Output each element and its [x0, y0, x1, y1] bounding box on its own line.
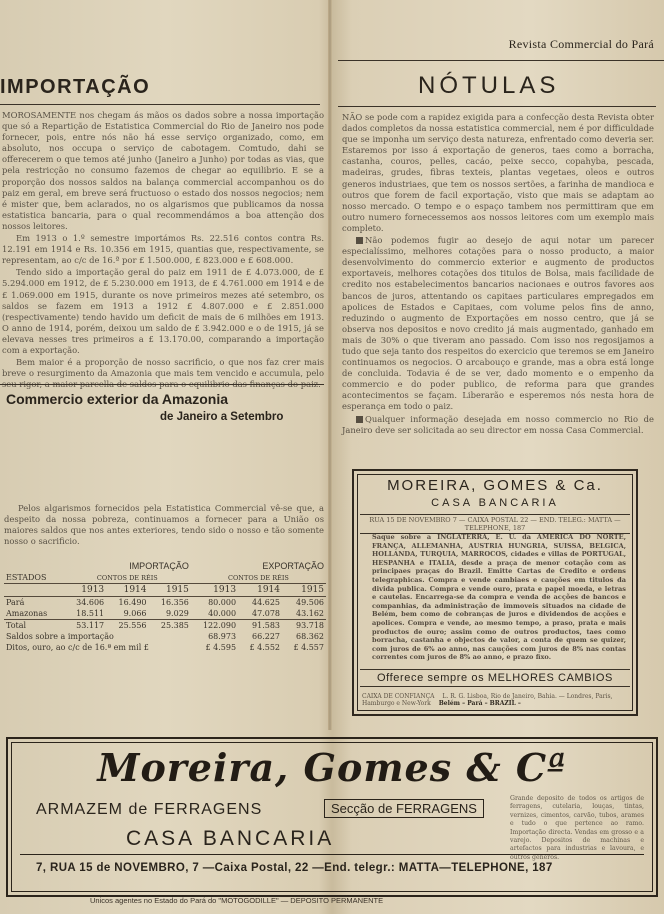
page-fold [328, 0, 332, 730]
table-cell: 9.066 [123, 609, 147, 618]
ad-body: Saque sobre a INGLATERRA, E. U. da AMERICA DO NORTE, FRANÇA, ALLEMANHA, AUSTRIA HUNGRIA, SUISSA, BELGICA, HOLLANDA, TURQUIA, MARROCOS, cidades e villas de PORTUGAL, HESPANHA e ITALIA, desde a praça de menor cotação com as principaes praças do Brazil. Emitte Cartas de Credito e ordens telegraphicas. Compra e vende cambiaes e cauções em titulos da divida publica. Compra e vende ouro, prata e papel moeda, e letras e cautelas. Encarrega-se da compra e venda de acções de bancos e companhias, da administração de immoveis situados na cidade de Belém, bem como de cobranças de juros e dividendos de acções e apolices. Compra e vende, ao mesmo tempo, a praso, prata e mais productos de ouro; assim como de outros productos, taes como borracha, castanha e objectos de valor, a conta de quem se quizer, com juros de 6% ao anno, nas cauções com juros de 8% nas contas correntes com juros de 8% ao anno, e prazo fixo. [372, 533, 626, 662]
table-cell: 43.162 [296, 609, 324, 618]
table-row [4, 597, 326, 609]
ad-casa-bancaria: CASA BANCARIA [126, 827, 335, 850]
notulas-paragraph-text: Qualquer informação desejada em nosso commercio no Rio de Janeiro deve ser solicitada ao seu director em nossa Casa Commercial. [342, 413, 654, 435]
trade-table [4, 560, 326, 653]
table-cell: £ 4.552 [249, 643, 281, 652]
table-cell: 68.973 [208, 632, 237, 641]
moreira-bank-ad [352, 469, 638, 716]
importacao-title: IMPORTAÇÃO [0, 76, 151, 98]
notulas-paragraph-text: Não podemos fugir ao desejo de aqui notar um parecer especialíssimo, melhores cotações para o nosso producto, a maior desenvolvimento do commercio exterior e augmento de productos exportaveis, melhores cotações dos titulos de Bolsa, mais facilidade de credito nos estabelecimentos bancarios nacionaes e outros favores aos bancos de juros, attentando os capitaes particulares empregados em apolices de Estados e Capitaes, com volume pelos fins de anno, reduzindo o augmento de Exportações em nosso centro, que já se observa nos depositos e novo credito já mais augmentado, ganhado em mais de 30% o que tiveram ano passado. Com isso nos regosijamos a tudo que seja tanto dos respeitos do exercicio que teremos se em Janeiro continuamos os negocios. O arcabouço e grande, mas a obra está longe de concluida. Todavia é de se ver, dado momento e o empenho da commercio e do poder publico, de reforma para que grandes acontecimentos se façam. Liberarão e esperemos nós nesta hora de esperança em todo o paiz. [342, 235, 654, 412]
table-cell: 25.556 [106, 620, 148, 632]
importacao-title-rule [0, 104, 320, 105]
running-head: Revista Commercial do Pará [508, 37, 654, 51]
table-cell: 91.583 [238, 620, 282, 632]
year-header: 1915 [282, 584, 326, 597]
table-cell: £ 4.557 [293, 643, 324, 652]
row-label: Total [4, 620, 64, 632]
row-label: Ditos, ouro, ao c/c de 16.ª em mil £ [6, 643, 149, 652]
export-group-header: EXPORTAÇÃO [262, 561, 324, 571]
ad-armazem: ARMAZEM de FERRAGENS [36, 801, 263, 818]
importacao-paragraph: MOROSAMENTE nos chegam ás mãos os dados sobre a nossa importação que só a Repartição de Estatistica Commercial do Rio de Janeiro nos pode fornecer, pois, entre nós não há esse serviço organizado, como, em absoluto, nos occupa o serviço de cabotagem. Comtudo, dahi se offerecerem o que temos até junho (Janeiro a Junho) por todas as vias, que pela restricção no consumo fazemos de chegar ao equilibrio. E se a proporção dos nossos saldos na balança commercial accompanhou os do paiz em geral, em breve será fructuoso o estado dos nossos negocios; nem é mister que, bem aclarados, no os algarismos que publicamos da nossa estatistica bancaria, para o qual recommendámos a boa attenção dos nossos leitores. [2, 110, 324, 231]
commercio-text [4, 503, 324, 548]
importacao-text [2, 110, 324, 391]
ad-title: MOREIRA, GOMES & Ca. [387, 477, 603, 494]
ad-slogan: Offerece sempre os MELHORES CAMBIOS [360, 669, 630, 687]
pointing-hand-icon [356, 237, 363, 244]
notulas-title: NÓTULAS [418, 72, 560, 99]
table-cell: 25.385 [149, 620, 191, 632]
importacao-paragraph: Bem maior é a proporção de nosso sacrificio, o que nos faz crer mais breve o resurgimento da Amazonia que mais tem vencido e accumula, pelo seu rigor, a maior parcella de saldos para o equilibrio das finanças do paiz. [2, 357, 324, 390]
commercio-subtitle: de Janeiro a Setembro [160, 411, 284, 423]
pointing-hand-icon [356, 416, 363, 423]
importacao-paragraph: Em 1913 o 1.º semestre importámos Rs. 22.516 contos contra Rs. 12.191 em 1914 e Rs. 10.356 em 1915, quantias que, respectivamente, se representam, ao c/c de 16.ª por £ 1.500.000, £ 823.000 e £ 608.000. [2, 233, 324, 266]
table-cell: 53.117 [64, 620, 106, 632]
year-header: 1913 [64, 584, 106, 597]
ad-footer-left: CAIXA DE CONFIANÇA [362, 693, 435, 700]
table-cell: 16.356 [160, 598, 189, 607]
table-cell: 93.718 [282, 620, 326, 632]
table-cell: 49.506 [296, 598, 324, 607]
table-cell: 34.606 [76, 598, 105, 607]
commercio-paragraph: Pelos algarismos fornecidos pela Estatistica Commercial vê-se que, a despeito da nossa pobreza, continuamos a fornecer para a União os maiores saldos que nos antes exteriores, tendo sido o nosso e tão somente nosso o sacrificio. [4, 503, 324, 547]
table-cell: £ 4.595 [205, 643, 237, 652]
table-cell: 66.227 [252, 632, 281, 641]
notulas-text [342, 112, 654, 437]
commercio-title: Commercio exterior da Amazonia [6, 391, 228, 407]
table-row [4, 642, 326, 653]
table-cell: 9.029 [165, 609, 189, 618]
table-cell: 44.625 [252, 598, 281, 607]
row-label: Saldos sobre a importação [6, 632, 114, 641]
importacao-paragraph: Tendo sido a importação geral do paiz em 1911 de £ 4.073.000, de £ 5.294.000 em 1912, de £ 5.230.000 em 1913, de £ 4.761.000 em 1914 e de £ 1.069.000 em 1915, durante os nove primeiros mezes até setembro, os saldos se fazem em 1913 a 1912 £ 4.807.000 e £ 2.851.000 (respectivamente) tendo havido um deficit de mais de 6 milhões em 1913. O anno de 1914, porém, deixou um saldo de £ 3.942.000 e o de 1915, já se elevava nesses tres primeiros a £ 13.170.00, comparando a importação com a exportação. [2, 267, 324, 355]
ad-seccao: Secção de FERRAGENS [324, 799, 484, 818]
table-cell: 68.362 [296, 632, 324, 641]
ad-footer [362, 693, 628, 707]
header-rule [338, 60, 664, 61]
commercio-top-rule [0, 384, 324, 385]
footer-line: Unicos agentes no Estado do Pará do "MOTOGODILLE" — DEPOSITO PERMANENTE [90, 896, 384, 905]
ad-rule [20, 854, 644, 855]
year-header: 1915 [149, 584, 191, 597]
ad-address: RUA 15 DE NOVEMBRO 7 — CAIXA POSTAL 22 — END. TELEG.: MATTA — TELEPHONE, 187 [360, 514, 630, 534]
row-label: Pará [6, 598, 25, 607]
import-unit-label: CONTOS DE RÉIS [96, 573, 158, 582]
year-header: 1914 [106, 584, 148, 597]
table-cell: 16.490 [118, 598, 147, 607]
table-cell: 80.000 [208, 598, 237, 607]
year-header: 1913 [191, 584, 238, 597]
import-group-header: IMPORTAÇÃO [129, 561, 189, 571]
moreira-hardware-ad [6, 737, 658, 897]
ad-footer-mid: L. R. G. Lisboa, Rio de Janeiro, Bahia. — Londres, Paris, Hamburgo e New-York [362, 693, 613, 707]
table-row [4, 608, 326, 620]
notulas-title-rule [338, 106, 656, 107]
year-header: 1914 [238, 584, 282, 597]
ad-subtitle: CASA BANCARIA [431, 497, 559, 509]
notulas-paragraph [342, 414, 654, 436]
ad-footer-right: Belém – Pará – BRAZIL – [438, 700, 521, 707]
table-cell: 40.000 [208, 609, 237, 618]
export-unit-label: CONTOS DE RÉIS [228, 573, 289, 582]
ad-brand: Moreira, Gomes & Cª [97, 745, 567, 790]
table-cell: 47.078 [252, 609, 281, 618]
ad-blurb: Grande deposito de todos os artigos de ferragens, cutelaria, louças, tintas, vernizes, cimentos, carvão, tubos, arames e tudo o que pertence ao ramo. Importação directa. Vendas em grosso e a varejo. Depositos de machinas e artefactos para industrias e lavoura, e outros generos. [510, 795, 644, 861]
state-column-header: ESTADOS [6, 573, 47, 582]
table-total-row [4, 620, 326, 632]
notulas-paragraph: NÃO se pode com a rapidez exigida para a confecção desta Revista obter dados completos da nossa estatistica commercial, nem é por difficuldade que se imponha um serviço desta natureza, enfrentado como deveria ser. Estaremos por isso á exportação de generos, taes como a borracha, castanha, couros, pelles, cacáo, peixe secco, copahyba, pescada, madeiras, grudes, fibras texteis, plantas vegetaes, oleos e outros generos industriaes, que tem os nossos sertões, a farinha de mandioca e outros que forem de facil exportação, visto que mais se adaptam ao nosso mercado. O tempo e o espaço tambem nos permittiram que em outro numero fornecessemos aos nossos leitores com um exemplo mais completo. [342, 112, 654, 233]
ad-address: 7, RUA 15 de NOVEMBRO, 7 —Caixa Postal, 22 —End. telegr.: MATTA—TELEPHONE, 187 [36, 862, 553, 874]
table-row [4, 631, 326, 642]
table-cell: 122.090 [191, 620, 238, 632]
table-cell: 18.511 [76, 609, 105, 618]
row-label: Amazonas [6, 609, 48, 618]
notulas-paragraph [342, 235, 654, 413]
